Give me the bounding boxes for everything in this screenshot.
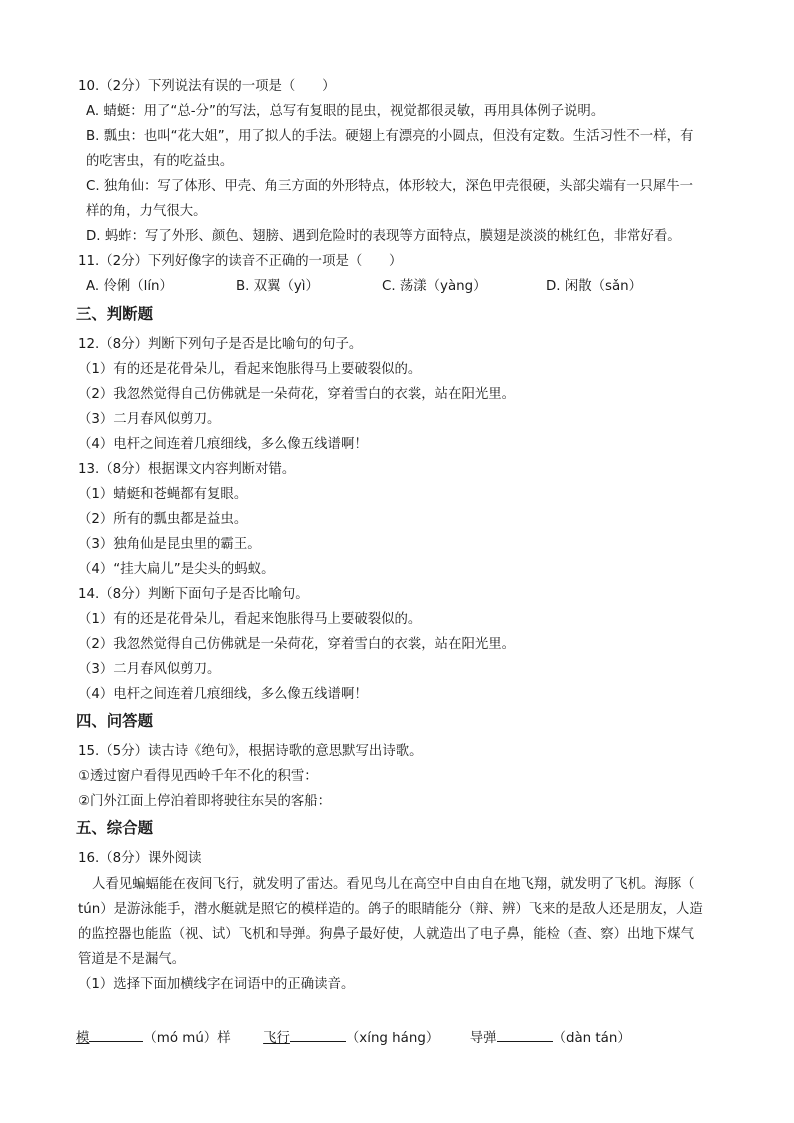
q11-option-a: A. 伶俐（lín） — [86, 279, 173, 294]
q10-option-a: A. 蜻蜓：用了“总-分”的写法，总写有复眼的昆虫，视觉都很灵敏，再用具体例子说明。 — [86, 104, 605, 119]
question-10-stem: 10.（2分）下列说法有误的一项是（ ） — [78, 79, 336, 94]
answer-blank-1[interactable] — [89, 1027, 143, 1042]
q12-sentence-4: （4）电杆之间连着几痕细线，多么像五线谱啊！ — [78, 437, 368, 452]
q14-sentence-2: （2）我忽然觉得自己仿佛就是一朵荷花，穿着雪白的衣裳，站在阳光里。 — [78, 637, 516, 652]
q10-option-d: D. 蚂蚱：写了外形、颜色、翅膀、遇到危险时的表现等方面特点，膜翅是淡淡的桃红色，非常好看。 — [86, 229, 681, 244]
section-3-heading: 三、判断题 — [76, 305, 153, 323]
q10-option-c-line2: 样的角，力气很大。 — [86, 204, 207, 219]
question-11-stem: 11.（2分）下列好像字的读音不正确的一项是（ ） — [78, 254, 403, 269]
q11-option-c: C. 荡漾（yàng） — [382, 279, 487, 294]
section-4-heading: 四、问答题 — [76, 712, 153, 730]
reading-passage-line-3: 的监控器也能监（视、试）飞机和导弹。狗鼻子最好使，人就造出了电子鼻，能检（查、察）出地下煤气 — [78, 927, 694, 942]
question-12-stem: 12.（8分）判断下列句子是否是比喻句的句子。 — [78, 337, 363, 352]
q13-sentence-3: （3）独角仙是昆虫里的霸王。 — [78, 537, 261, 552]
question-15-stem: 15.（5分）读古诗《绝句》，根据诗歌的意思默写出诗歌。 — [78, 744, 423, 759]
reading-passage-line-1: 人看见蝙蝠能在夜间飞行，就发明了雷达。看见鸟儿在高空中自由自在地飞翔，就发明了飞机。海豚（ — [92, 877, 695, 892]
q14-sentence-4: （4）电杆之间连着几痕细线，多么像五线谱啊！ — [78, 687, 368, 702]
q10-option-c-line1: C. 独角仙：写了体形、甲壳、角三方面的外形特点，体形较大，深色甲壳很硬，头部尖端有一只犀牛一 — [86, 179, 694, 194]
q12-sentence-3: （3）二月春风似剪刀。 — [78, 412, 221, 427]
q15-line-1: ①透过窗户看得见西岭千年不化的积雪： — [78, 769, 318, 784]
question-14-stem: 14.（8分）判断下面句子是否比喻句。 — [78, 587, 309, 602]
q13-sentence-2: （2）所有的瓢虫都是益虫。 — [78, 512, 248, 527]
reading-passage-line-4: 管道是不是漏气。 — [78, 952, 186, 967]
q14-sentence-3: （3）二月春风似剪刀。 — [78, 662, 221, 677]
q10-option-b-line1: B. 瓢虫：也叫“花大姐”，用了拟人的手法。硬翅上有漂亮的小圆点，但没有定数。生活习性不一样，有 — [86, 129, 694, 144]
underlined-word-1: 模 — [76, 1031, 90, 1046]
q12-sentence-2: （2）我忽然觉得自己仿佛就是一朵荷花，穿着雪白的衣裳，站在阳光里。 — [78, 387, 516, 402]
answer-blank-3[interactable] — [497, 1027, 553, 1042]
q15-line-2: ②门外江面上停泊着即将驶往东吴的客船： — [78, 794, 332, 809]
underlined-word-2: 飞行 — [263, 1031, 290, 1046]
pinyin-fill-row — [76, 1027, 631, 1048]
q14-sentence-1: （1）有的还是花骨朵儿，看起来饱胀得马上要破裂似的。 — [78, 612, 422, 627]
word-2-options: （xíng háng） — [345, 1031, 440, 1046]
question-13-stem: 13.（8分）根据课文内容判断对错。 — [78, 462, 296, 477]
reading-passage-line-2: tún）是游泳能手，潜水艇就是照它的模样造的。鸽子的眼睛能分（辩、辨）飞来的是敌人还是朋友，人造 — [78, 902, 703, 917]
answer-blank-2[interactable] — [290, 1027, 346, 1042]
question-16-stem: 16.（8分）课外阅读 — [78, 851, 202, 866]
q13-sentence-1: （1）蜻蜓和苍蝇都有复眼。 — [78, 487, 248, 502]
q11-option-d: D. 闲散（sǎn） — [546, 279, 643, 294]
q16-subquestion-1: （1）选择下面加横线字在词语中的正确读音。 — [78, 977, 355, 992]
section-5-heading: 五、综合题 — [76, 819, 153, 837]
word-3-options: （dàn tán） — [552, 1031, 631, 1046]
q11-option-b: B. 双翼（yì） — [236, 279, 319, 294]
word-1-options: （mó mú）样 — [143, 1031, 231, 1046]
word-3: 导弹 — [469, 1031, 497, 1046]
q10-option-b-line2: 的吃害虫，有的吃益虫。 — [86, 154, 234, 169]
q13-sentence-4: （4）“挂大扁儿”是尖头的蚂蚁。 — [78, 562, 275, 577]
q12-sentence-1: （1）有的还是花骨朵儿，看起来饱胀得马上要破裂似的。 — [78, 362, 422, 377]
